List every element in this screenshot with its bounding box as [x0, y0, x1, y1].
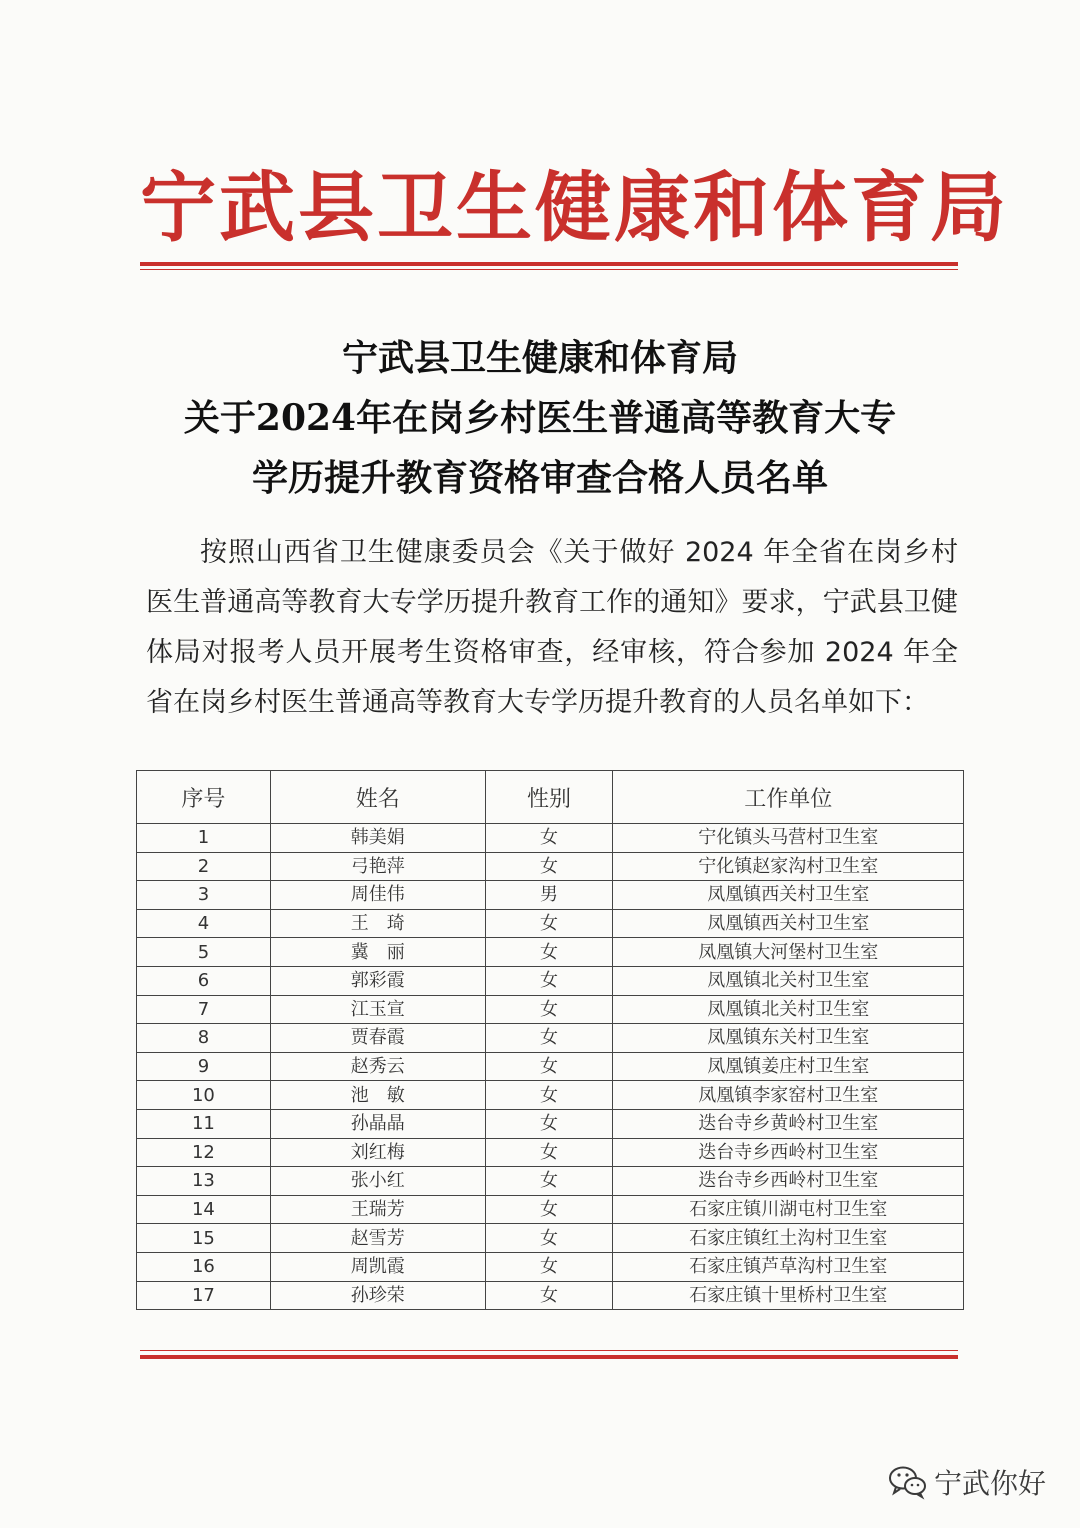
- cell-work-unit: 凤凰镇北关村卫生室: [613, 966, 964, 995]
- cell-work-unit: 凤凰镇北关村卫生室: [613, 995, 964, 1024]
- watermark-text: 宁武你好: [933, 1467, 1046, 1500]
- cell-gender: 女: [485, 1167, 613, 1196]
- cell-work-unit: 石家庄镇川湖屯村卫生室: [613, 1195, 964, 1224]
- wechat-watermark: [888, 1460, 1046, 1504]
- header-work-unit: 工作单位: [613, 771, 964, 824]
- cell-seq: 17: [137, 1281, 271, 1310]
- cell-work-unit: 凤凰镇西关村卫生室: [613, 909, 964, 938]
- cell-name: 赵雪芳: [270, 1224, 485, 1253]
- cell-work-unit: 石家庄镇红土沟村卫生室: [613, 1224, 964, 1253]
- cell-gender: 女: [485, 1195, 613, 1224]
- cell-gender: 女: [485, 1224, 613, 1253]
- table-row: [137, 1138, 964, 1167]
- cell-gender: 男: [485, 881, 613, 910]
- table-row: [137, 966, 964, 995]
- cell-name: 张小红: [270, 1167, 485, 1196]
- qualified-personnel-table: [136, 770, 964, 1310]
- table-header-row: [137, 771, 964, 824]
- cell-work-unit: 凤凰镇东关村卫生室: [613, 1024, 964, 1053]
- cell-seq: 6: [137, 966, 271, 995]
- cell-name: 贾春霞: [270, 1024, 485, 1053]
- cell-name: 周佳伟: [270, 881, 485, 910]
- table-row: [137, 852, 964, 881]
- table-row: [137, 938, 964, 967]
- cell-gender: 女: [485, 909, 613, 938]
- table-row: [137, 824, 964, 853]
- table-row: [137, 1252, 964, 1281]
- cell-gender: 女: [485, 1252, 613, 1281]
- cell-work-unit: 迭台寺乡西岭村卫生室: [613, 1167, 964, 1196]
- wechat-icon: [888, 1464, 928, 1500]
- cell-gender: 女: [485, 1138, 613, 1167]
- cell-seq: 11: [137, 1109, 271, 1138]
- cell-seq: 7: [137, 995, 271, 1024]
- table-row: [137, 995, 964, 1024]
- letterhead-divider: [140, 262, 958, 266]
- table-row: [137, 1167, 964, 1196]
- cell-seq: 8: [137, 1024, 271, 1053]
- cell-gender: 女: [485, 1024, 613, 1053]
- cell-name: 韩美娟: [270, 824, 485, 853]
- cell-seq: 1: [137, 824, 271, 853]
- cell-seq: 12: [137, 1138, 271, 1167]
- cell-gender: 女: [485, 1109, 613, 1138]
- cell-seq: 16: [137, 1252, 271, 1281]
- cell-name: 孙晶晶: [270, 1109, 485, 1138]
- cell-gender: 女: [485, 824, 613, 853]
- header-name: 姓名: [270, 771, 485, 824]
- cell-work-unit: 迭台寺乡西岭村卫生室: [613, 1138, 964, 1167]
- org-letterhead: 宁武县卫生健康和体育局: [140, 163, 1009, 252]
- cell-gender: 女: [485, 852, 613, 881]
- table-row: [137, 881, 964, 910]
- table-row: [137, 1224, 964, 1253]
- cell-gender: 女: [485, 1052, 613, 1081]
- table-body: [137, 824, 964, 1310]
- table-row: [137, 1195, 964, 1224]
- cell-seq: 13: [137, 1167, 271, 1196]
- cell-work-unit: 石家庄镇十里桥村卫生室: [613, 1281, 964, 1310]
- cell-name: 孙珍荣: [270, 1281, 485, 1310]
- cell-seq: 2: [137, 852, 271, 881]
- cell-work-unit: 凤凰镇西关村卫生室: [613, 881, 964, 910]
- cell-seq: 3: [137, 881, 271, 910]
- cell-name: 弓艳萍: [270, 852, 485, 881]
- cell-work-unit: 宁化镇赵家沟村卫生室: [613, 852, 964, 881]
- cell-work-unit: 凤凰镇姜庄村卫生室: [613, 1052, 964, 1081]
- cell-name: 池 敏: [270, 1081, 485, 1110]
- cell-name: 王 琦: [270, 909, 485, 938]
- cell-work-unit: 宁化镇头马营村卫生室: [613, 824, 964, 853]
- cell-work-unit: 凤凰镇大河堡村卫生室: [613, 938, 964, 967]
- table-row: [137, 1024, 964, 1053]
- table-row: [137, 1281, 964, 1310]
- table-row: [137, 909, 964, 938]
- cell-name: 刘红梅: [270, 1138, 485, 1167]
- table-row: [137, 1081, 964, 1110]
- cell-seq: 14: [137, 1195, 271, 1224]
- cell-seq: 4: [137, 909, 271, 938]
- cell-gender: 女: [485, 1081, 613, 1110]
- footer-divider: [140, 1355, 958, 1359]
- cell-name: 王瑞芳: [270, 1195, 485, 1224]
- header-seq: 序号: [137, 771, 271, 824]
- cell-name: 冀 丽: [270, 938, 485, 967]
- document-title-line-1: 宁武县卫生健康和体育局: [341, 337, 738, 379]
- cell-work-unit: 凤凰镇李家窑村卫生室: [613, 1081, 964, 1110]
- footer-divider-thin: [140, 1350, 958, 1351]
- body-paragraph-container: [146, 528, 958, 728]
- cell-name: 赵秀云: [270, 1052, 485, 1081]
- cell-gender: 女: [485, 1281, 613, 1310]
- cell-work-unit: 石家庄镇芦草沟村卫生室: [613, 1252, 964, 1281]
- document-title-line-2: 关于2024年在岗乡村医生普通高等教育大专: [183, 397, 897, 439]
- cell-name: 周凯霞: [270, 1252, 485, 1281]
- cell-name: 郭彩霞: [270, 966, 485, 995]
- body-paragraph: 按照山西省卫生健康委员会《关于做好 2024 年全省在岗乡村医生普通高等教育大专学历提升教育工作的通知》要求，宁武县卫健体局对报考人员开展考生资格审查，经审核，符合参加 2024 年全省在岗乡村医生普通高等教育大专学历提升教育的人员名单如下：: [146, 537, 958, 718]
- cell-gender: 女: [485, 938, 613, 967]
- cell-seq: 5: [137, 938, 271, 967]
- cell-seq: 15: [137, 1224, 271, 1253]
- cell-gender: 女: [485, 995, 613, 1024]
- letterhead-divider-thin: [140, 269, 958, 270]
- header-gender: 性别: [485, 771, 613, 824]
- cell-work-unit: 迭台寺乡黄岭村卫生室: [613, 1109, 964, 1138]
- document-title-line-3: 学历提升教育资格审查合格人员名单: [251, 457, 828, 499]
- cell-seq: 10: [137, 1081, 271, 1110]
- cell-seq: 9: [137, 1052, 271, 1081]
- cell-name: 江玉宣: [270, 995, 485, 1024]
- cell-gender: 女: [485, 966, 613, 995]
- table-row: [137, 1052, 964, 1081]
- table-row: [137, 1109, 964, 1138]
